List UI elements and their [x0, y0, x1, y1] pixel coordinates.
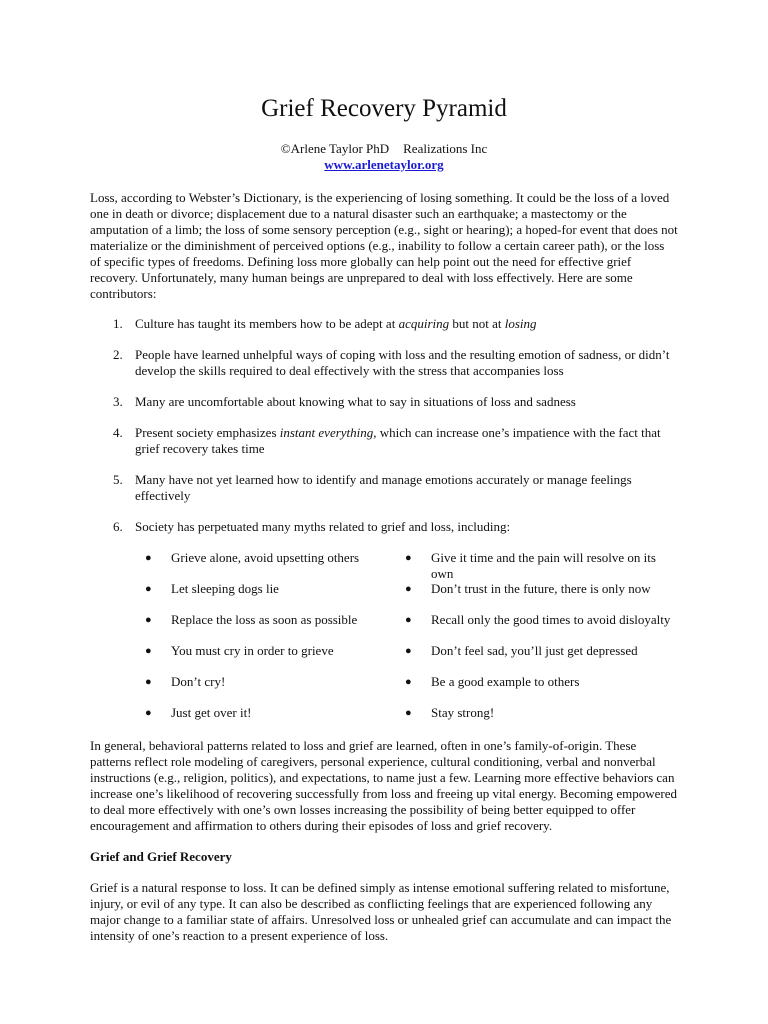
myth-text: Don’t feel sad, you’ll just get depressed: [431, 643, 638, 658]
byline: [90, 141, 678, 157]
copyright-symbol: ©: [280, 141, 291, 156]
website-link[interactable]: www.arlenetaylor.org: [324, 157, 444, 172]
list-text: People have learned unhelpful ways of coping with loss and the resulting emotion of sadness, or didn’t develop the skills required to deal effectively with the stress that accompanies loss: [135, 347, 670, 378]
myth-text: Just get over it!: [171, 705, 252, 720]
bullet-icon: ●: [405, 676, 412, 688]
list-number: 5.: [113, 472, 123, 487]
list-text: which can increase one’s impatience with the fact that grief recovery takes time: [135, 425, 661, 456]
document-title: Grief Recovery Pyramid: [261, 95, 507, 122]
bullet-icon: ●: [405, 614, 412, 626]
list-text: Many are uncomfortable about knowing what to say in situations of loss and sadness: [135, 394, 576, 409]
myth-text: Be a good example to others: [431, 674, 580, 689]
list-emphasis: losing: [504, 316, 537, 331]
myth-text: Don’t cry!: [171, 674, 226, 689]
myth-text: Grieve alone, avoid upsetting others: [171, 550, 360, 565]
list-item: [90, 519, 678, 535]
myth-text: Let sleeping dogs lie: [171, 581, 279, 596]
grief-definition-paragraph: Grief is a natural response to loss. It can be defined simply as intense emotional suffering related to misfortune, injury, or evil of any type. It can also be described as conflicting feelings that are experienced following any major change to a familiar state of affairs. Unresolved loss or unhealed grief can accumulate and can impact the intensity of one’s reaction to a present experience of loss.: [90, 880, 672, 943]
list-item: [90, 316, 678, 332]
myths-list: [145, 550, 678, 736]
author-name: Arlene Taylor PhD: [290, 141, 390, 156]
bullet-icon: ●: [145, 707, 152, 719]
list-number: 1.: [113, 316, 123, 331]
list-number: 6.: [113, 519, 123, 534]
bullet-icon: ●: [405, 645, 412, 657]
list-item: [90, 425, 678, 457]
myth-item: [405, 581, 675, 612]
bullet-icon: ●: [145, 614, 152, 626]
myth-text: Give it time and the pain will resolve on its own: [431, 550, 656, 581]
bullet-icon: ●: [405, 707, 412, 719]
list-text: but not at: [449, 316, 505, 331]
bullet-icon: ●: [145, 645, 152, 657]
myth-item: [405, 674, 675, 705]
intro-paragraph: Loss, according to Webster’s Dictionary, is the experiencing of losing something. It could be the loss of a loved one in death or divorce; displacement due to a natural disaster such an earthquake; a mastectomy or the amputation of a limb; the loss of some sensory perception (e.g., sight or hearing); a hoped-for event that does not materialize or the diminishment of perceived options (e.g., inability to follow a certain career path), or the loss of specific types of freedoms. Defining loss more globally can help point out the need for effective grief recovery. Unfortunately, many human beings are unprepared to deal with loss effectively. Here are some contributors:: [90, 190, 678, 301]
bullet-icon: ●: [145, 676, 152, 688]
website-line: [90, 157, 678, 173]
learned-patterns-paragraph: In general, behavioral patterns related to loss and grief are learned, often in one’s family-of-origin. These patterns reflect role modeling of caregivers, personal experience, cultural conditioning, verbal and nonverbal instructions (e.g., religion, politics), and expectations, to name just a few. Learning more effective behaviors can increase one’s likelihood of recovering successfully from loss and freeing up vital energy. Becoming empowered to deal more effectively with one’s own losses increasing the possibility of being better equipped to offer encouragement and affirmation to others during their episodes of loss and grief recovery.: [90, 738, 677, 833]
list-text: Society has perpetuated many myths related to grief and loss, including:: [135, 519, 511, 534]
myth-item: [145, 550, 405, 581]
myth-item: [145, 581, 405, 612]
myth-item: [405, 705, 675, 736]
myth-item: [405, 612, 675, 643]
myth-text: Recall only the good times to avoid disloyalty: [431, 612, 671, 627]
bullet-icon: ●: [405, 583, 412, 595]
list-number: 2.: [113, 347, 123, 362]
list-number: 4.: [113, 425, 123, 440]
list-text: Present society emphasizes: [135, 425, 280, 440]
bullet-icon: ●: [405, 552, 412, 564]
myth-item: [145, 643, 405, 674]
section-heading: Grief and Grief Recovery: [90, 849, 232, 864]
company-name: Realizations Inc: [403, 141, 488, 156]
list-emphasis: acquiring: [398, 316, 450, 331]
bullet-icon: ●: [145, 583, 152, 595]
list-item: [90, 472, 678, 504]
bullet-icon: ●: [145, 552, 152, 564]
myth-text: Stay strong!: [431, 705, 495, 720]
list-text: Culture has taught its members how to be adept at: [135, 316, 399, 331]
myth-text: You must cry in order to grieve: [171, 643, 334, 658]
list-item: [90, 394, 678, 410]
myth-text: Don’t trust in the future, there is only now: [431, 581, 651, 596]
myth-item: [145, 674, 405, 705]
myth-text: Replace the loss as soon as possible: [171, 612, 358, 627]
myth-item: [145, 705, 405, 736]
list-emphasis: instant everything,: [279, 425, 377, 440]
myth-item: [405, 550, 675, 581]
myth-item: [405, 643, 675, 674]
list-number: 3.: [113, 394, 123, 409]
myth-item: [145, 612, 405, 643]
contributors-list: [90, 316, 678, 535]
list-text: Many have not yet learned how to identify and manage emotions accurately or manage feelings effectively: [135, 472, 632, 503]
list-item: [90, 347, 678, 379]
